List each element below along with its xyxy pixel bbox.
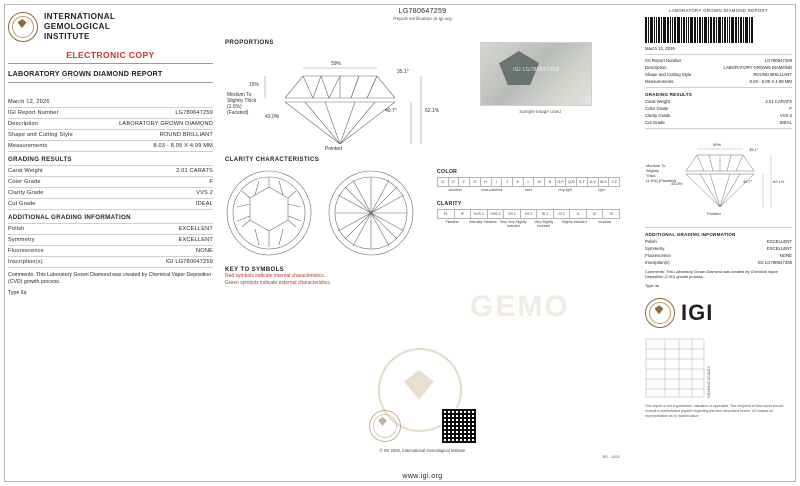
grading-row: [8, 179, 213, 185]
label-crown-angle: 35.1°: [397, 69, 409, 75]
igi-seal-icon: [8, 12, 38, 42]
divider: [8, 118, 213, 119]
right-label-culet: Pointed: [707, 211, 721, 216]
clarity-group: Very Very Slightly Included: [500, 219, 527, 229]
right-grading-row: [645, 119, 792, 126]
left-date: March 12, 2026: [8, 99, 50, 105]
institute-name: [44, 12, 115, 42]
grading-value: VVS 2: [196, 190, 213, 196]
clarity-scale-title: CLARITY: [437, 200, 462, 207]
field-row: [8, 110, 213, 116]
divider: [8, 129, 213, 130]
clarity-cell: SI 1: [536, 209, 553, 219]
grading-value: 2.01 CARATS: [176, 168, 213, 174]
field-value: LG780647259: [175, 110, 213, 116]
igi-seal-watermark-icon: [369, 410, 401, 442]
additional-grading-heading: ADDITIONAL GRADING INFORMATION: [8, 214, 131, 221]
form-code: RD - 10/20: [602, 455, 620, 459]
clarity-group: Internally Flawless: [468, 219, 497, 224]
clarity-group: Flawless: [445, 219, 459, 224]
right-additional-label: Polish: [645, 239, 657, 244]
proportions-diagram: [225, 46, 465, 151]
website-url: www.igi.org: [402, 473, 443, 480]
label-girdle-3: (1.5%): [227, 104, 242, 110]
additional-label: Inscription(s): [8, 259, 43, 265]
right-grading-label: Carat Weight: [645, 99, 670, 104]
field-label: IGI Report Number: [8, 110, 59, 116]
right-grading-label: Cut Grade: [645, 120, 665, 125]
right-field-value: 8.03 - 8.05 X 4.99 MM: [749, 79, 792, 84]
right-grading-row: [645, 105, 792, 112]
field-label: Description: [8, 121, 39, 127]
additional-row: [8, 226, 213, 232]
center-panel: [225, 8, 620, 478]
color-group: light: [598, 188, 605, 192]
right-additional-heading: ADDITIONAL GRADING INFORMATION: [645, 232, 736, 237]
clarity-scale: [437, 209, 620, 219]
right-type: Type IIa: [645, 282, 659, 288]
right-date: March 12, 2026: [645, 46, 675, 51]
divider: [8, 176, 213, 177]
right-label-crown-angle: 35.1°: [749, 147, 759, 152]
clarity-scale-groups: [437, 220, 620, 229]
additional-value: IGI LG780647259: [165, 259, 213, 265]
left-panel: [8, 8, 213, 478]
right-label-total-depth: 62.1%: [773, 179, 785, 184]
color-cell: S-T: [576, 177, 587, 187]
field-value: LABORATORY GROWN DIAMOND: [119, 121, 213, 127]
clarity-cell: VS 1: [503, 209, 520, 219]
label-pavilion-angle: 40.7°: [385, 108, 397, 114]
color-group: colorless: [448, 188, 462, 192]
label-total-depth: 62.1%: [425, 108, 440, 114]
right-grading-heading: GRADING RESULTS: [645, 92, 693, 97]
right-field-label: IGI Report Number: [645, 58, 682, 63]
color-cell: J: [501, 177, 512, 187]
additional-row: [8, 259, 213, 265]
additional-value: EXCELLENT: [178, 226, 213, 232]
color-cell: K: [512, 177, 523, 187]
divider: [8, 140, 213, 141]
report-title: LABORATORY GROWN DIAMOND REPORT: [8, 69, 163, 78]
right-additional-label: Inscription(s): [645, 260, 670, 265]
divider: [8, 209, 213, 210]
color-cell: F: [458, 177, 469, 187]
side-scale-title: GRADING SCALES: [707, 366, 711, 399]
field-value: ROUND BRILLIANT: [159, 132, 213, 138]
right-header-title: LABORATORY GROWN DIAMOND REPORT: [669, 8, 768, 13]
field-row: [8, 121, 213, 127]
divider: [8, 256, 213, 257]
watermark-text: GEMO: [470, 290, 570, 323]
divider: [8, 187, 213, 188]
label-pavilion-depth: 43.0%: [265, 114, 280, 120]
color-cell: W-X: [598, 177, 609, 187]
igi-wordmark: IGI: [681, 300, 714, 326]
right-field-row: [645, 78, 792, 85]
right-additional-row: [645, 252, 792, 259]
right-label-girdle-1: Medium To: [646, 163, 666, 168]
additional-label: Polish: [8, 226, 25, 232]
color-cell: M: [533, 177, 544, 187]
plot-crown-diagram: [225, 169, 313, 257]
color-cell: U-V: [587, 177, 598, 187]
divider: [645, 87, 792, 88]
electronic-copy-badge: ELECTRONIC COPY: [66, 50, 155, 60]
field-row: [8, 132, 213, 138]
clarity-cell: VS 2: [520, 209, 537, 219]
right-additional-value: EXCELLENT: [766, 239, 792, 244]
right-additional-row: [645, 245, 792, 252]
right-additional-row: [645, 238, 792, 245]
right-additional-label: Symmetry: [645, 246, 665, 251]
divider: [8, 223, 213, 224]
field-label: Shape and Cutting Style: [8, 132, 73, 138]
color-group: faint: [525, 188, 532, 192]
clarity-cell: VVS 1: [470, 209, 487, 219]
color-scale: [437, 177, 620, 187]
divider: [8, 165, 213, 166]
color-cell: H: [480, 177, 491, 187]
field-row: [8, 143, 213, 149]
clarity-cell: I3: [602, 209, 620, 219]
label-culet: Pointed: [325, 146, 342, 151]
divider: [645, 54, 792, 55]
right-additional-row: [645, 259, 792, 266]
key-green-text: Green symbols indicate external characteristics.: [225, 280, 332, 286]
color-cell: D: [437, 177, 448, 187]
divider: [8, 82, 213, 83]
grading-label: Carat Weight: [8, 168, 43, 174]
right-date-row: [645, 45, 792, 52]
color-group: near colorless: [481, 188, 503, 192]
additional-row: [8, 248, 213, 254]
color-cell: N: [544, 177, 555, 187]
color-group: very light: [558, 188, 572, 192]
right-grading-value: IDEAL: [779, 120, 792, 125]
right-label-girdle-3: Thick: [646, 173, 656, 178]
color-cell: Q-R: [565, 177, 576, 187]
clarity-cell: VVS 2: [487, 209, 504, 219]
grading-row: [8, 190, 213, 196]
igi-logo-block: [8, 12, 213, 42]
divider: [8, 151, 213, 152]
copyright-text: © IGI 2026, International Gemological Institute: [379, 448, 466, 453]
right-field-value: LABORATORY GROWN DIAMOND: [723, 65, 792, 70]
divider: [645, 227, 792, 228]
divider: [8, 234, 213, 235]
additional-row: [8, 237, 213, 243]
grading-scale-strip: [645, 338, 705, 398]
color-cell: I: [491, 177, 502, 187]
right-additional-value: NONE: [779, 253, 792, 258]
center-report-number: LG780647259: [398, 8, 447, 15]
right-label-girdle-4: (1.5%) (Faceted): [646, 178, 677, 183]
grading-label: Cut Grade: [8, 201, 36, 207]
color-cell: L: [523, 177, 534, 187]
divider: [8, 267, 213, 268]
additional-value: EXCELLENT: [178, 237, 213, 243]
right-field-label: Measurements: [645, 79, 674, 84]
label-girdle-4: (Faceted): [227, 110, 249, 116]
right-field-row: [645, 71, 792, 78]
clarity-cell: SI 2: [553, 209, 570, 219]
igi-seal-icon-right: [645, 298, 675, 328]
right-additional-value: IGI LG780647259: [757, 260, 792, 265]
additional-value: NONE: [196, 248, 213, 254]
right-field-label: Description: [645, 65, 667, 70]
label-table: 59%: [331, 61, 342, 67]
clarity-characteristics-heading: CLARITY CHARACTERISTICS: [225, 157, 320, 163]
divider: [8, 107, 213, 108]
label-crown-height: 15%: [249, 82, 260, 88]
grading-value: IDEAL: [195, 201, 213, 207]
plot-pavilion-diagram: [327, 169, 415, 257]
right-label-table: 59%: [713, 142, 722, 147]
field-value: 8.03 - 8.05 X 4.99 MM: [153, 143, 213, 149]
label-girdle-1: Medium To: [227, 92, 252, 98]
institute-name-line-1: INTERNATIONAL: [44, 12, 116, 21]
color-cell: Y-Z: [608, 177, 620, 187]
right-grading-row: [645, 112, 792, 119]
color-scale-groups: [437, 188, 620, 193]
sample-image-caption: Sample Image Used: [519, 109, 561, 114]
key-red-text: Red symbols indicate internal characteristics.: [225, 273, 326, 279]
right-field-value: ROUND BRILLIANT: [753, 72, 792, 77]
color-scale-title: COLOR: [437, 169, 458, 175]
clarity-group: Very Slightly Included: [534, 219, 554, 229]
grading-value: F: [209, 179, 213, 185]
right-field-row: [645, 64, 792, 71]
right-additional-value: EXCELLENT: [766, 246, 792, 251]
right-field-label: Shape and Cutting Style: [645, 72, 692, 77]
clarity-group: Slightly Included: [561, 219, 587, 224]
right-panel: [645, 8, 792, 478]
right-proportions-diagram: [645, 133, 790, 225]
grading-label: Color Grade: [8, 179, 41, 185]
color-cell: E: [448, 177, 459, 187]
field-label: Measurements: [8, 143, 48, 149]
right-grading-value: F: [789, 106, 792, 111]
color-cell: G: [469, 177, 480, 187]
right-additional-label: Fluorescence: [645, 253, 671, 258]
clarity-cell: FL: [437, 209, 454, 219]
right-grading-label: Clarity Grade: [645, 113, 671, 118]
proportions-heading: PROPORTIONS: [225, 40, 274, 46]
barcode: [645, 17, 792, 43]
sample-diamond-photo: [480, 42, 592, 106]
right-field-value: LG780647259: [764, 58, 792, 63]
type-text: Type IIa: [8, 290, 27, 296]
divider: [8, 63, 213, 64]
right-disclaimer: This report is not a guarantee, valuation or appraisal. The recipient of this report should consult a credentialed jeweler regarding the item described herein. IGI makes no representation as to market value.: [645, 404, 784, 419]
clarity-cell: I2: [586, 209, 603, 219]
clarity-cell: IF: [454, 209, 471, 219]
institute-name-line-2: GEMOLOGICAL: [44, 22, 111, 31]
right-grading-row: [645, 98, 792, 105]
divider: [8, 198, 213, 199]
divider: [8, 245, 213, 246]
divider: [645, 128, 792, 129]
color-cell: O-P: [555, 177, 566, 187]
clarity-group: Included: [598, 219, 612, 224]
right-comments: Comments: This Laboratory Grown Diamond was created by Chemical Vapor Deposition (CVD) growth process.: [645, 269, 778, 280]
right-grading-value: VVS 2: [779, 113, 792, 118]
right-field-row: [645, 57, 792, 64]
institute-name-line-3: INSTITUTE: [44, 32, 90, 41]
comments-text: Comments: This Laboratory Grown Diamond was created by Chemical Vapor Deposition (CVD) growth process.: [8, 272, 212, 285]
photo-watermark: IGI LG780647259: [513, 67, 559, 73]
grading-row: [8, 201, 213, 207]
grading-label: Clarity Grade: [8, 190, 44, 196]
right-label-pavilion-angle: 40.7°: [743, 179, 753, 184]
grading-row: [8, 168, 213, 174]
additional-label: Fluorescence: [8, 248, 44, 254]
key-to-symbols-heading: KEY TO SYMBOLS: [225, 267, 285, 273]
right-label-girdle-2: Slightly: [646, 168, 659, 173]
label-girdle-2: Slightly Thick: [227, 98, 257, 104]
qr-code: [441, 408, 477, 444]
right-grading-value: 2.01 CARATS: [765, 99, 792, 104]
additional-label: Symmetry: [8, 237, 35, 243]
verification-note: Report verification at igi.org: [393, 17, 452, 22]
right-grading-label: Color Grade: [645, 106, 669, 111]
right-label-pavilion-depth: 43.0%: [671, 181, 683, 186]
clarity-cell: I1: [569, 209, 586, 219]
grading-results-heading: GRADING RESULTS: [8, 156, 72, 163]
